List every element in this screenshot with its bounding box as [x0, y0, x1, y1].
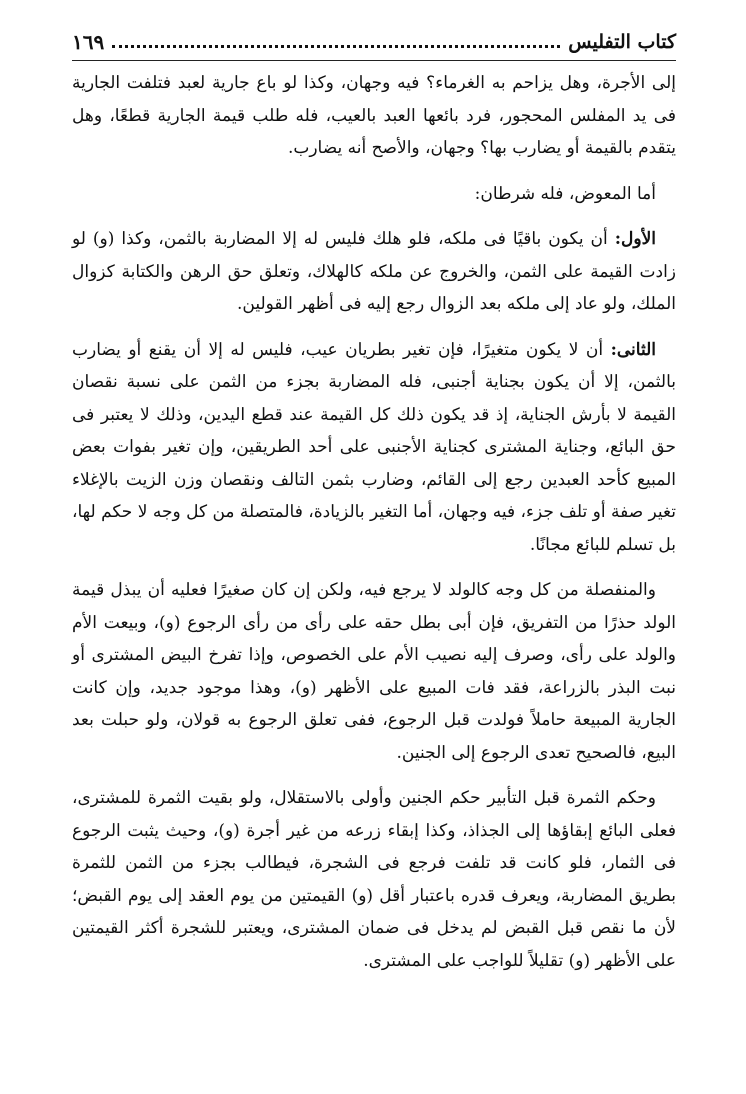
book-page: [72, 26, 676, 990]
paragraph: [72, 223, 676, 321]
paragraph-text: والمنفصلة من كل وجه كالولد لا يرجع فيه، ولكن إن كان صغيرًا فعليه أن يبذل قيمة الولد حذرًا من التفريق، فإن أبى بطل حقه على رأى من رأى الرجوع (و)، وبيعت الأم والولد على رأى، وصرف إليه نصيب الأم على الخصوص، وإذا تفرخ البيض المشترى أو نبت البذر بالزراعة، فقد فات المبيع على الأظهر (و)، وهذا موجود جديد، وإن كانت الجارية المبيعة حاملاً فولدت قبل الرجوع، ففى تعلق الرجوع به قولان، ولو حبلت بعد البيع، فالصحيح تعدى الرجوع إلى الجنين.: [72, 580, 676, 763]
paragraph: [72, 178, 676, 211]
paragraph: [72, 334, 676, 562]
paragraph-heading: الأول:: [614, 229, 656, 249]
dotted-leader: [112, 45, 560, 48]
paragraph: [72, 67, 676, 165]
paragraph-text: أما المعوض، فله شرطان:: [474, 183, 656, 204]
paragraph-text: أن لا يكون متغيرًا، فإن تغير بطريان عيب، فليس له إلا أن يقنع أو يضارب بالثمن، إلا أن يكون بجناية أجنبى، فله المضاربة بجزء من الثمن على نسبة نقصان القيمة لا بأرش الجناية، إذ قد يكون ذلك كل القيمة عند قطع اليدين، وذلك لا يعتبر فى حق البائع، وجناية المشترى كجناية الأجنبى على أحد الطريقين، وإن تغير بفوات بعض المبيع كأحد العبدين رجع إلى القائم، وضارب بثمن التالف ونقصان وزن الزيت بالإغلاء تغير صفة أو تلف جزء، فيه وجهان، أما التغير بالزيادة، فالمتصلة من كل وجه لا حكم لها، بل تسلم للبائع مجانًا.: [72, 339, 676, 555]
paragraph-text: وحكم الثمرة قبل التأبير حكم الجنين وأولى بالاستقلال، ولو بقيت الثمرة للمشترى، فعلى البائع إبقاؤها إلى الجذاذ، وكذا إبقاء زرعه من غير أجرة (و)، وحيث يثبت الرجوع فى الثمار، فلو كانت قد تلفت فرجع فى الشجرة، فيطالب بجزء من الثمن للثمرة بطريق المضاربة، ويعرف قدره باعتبار أقل (و) القيمتين من يوم العقد إلى يوم القبض؛ لأن ما نقص قبل القبض لم يدخل فى ضمان المشترى، ويعتبر للشجرة أكثر القيمتين على الأظهر (و) تقليلاً للواجب على المشترى.: [72, 788, 676, 971]
paragraph: [72, 782, 676, 977]
paragraph: [72, 574, 676, 769]
page-number: ١٦٩: [72, 30, 105, 54]
paragraph-heading: الثانى:: [610, 339, 656, 360]
running-title: كتاب التفليس: [568, 31, 676, 53]
paragraph-text: أن يكون باقيًا فى ملكه، فلو هلك فليس له إلا المضاربة بالثمن، وكذا (و) لو زادت القيمة على الثمن، والخروج عن ملكه كالهلاك، وتعلق حق الرهن والكتابة كزوال الملك، ولو عاد إلى ملكه بعد الزوال رجع إليه فى أظهر القولين.: [72, 229, 676, 314]
paragraph-text: إلى الأجرة، وهل يزاحم به الغرماء؟ فيه وجهان، وكذا لو باع جارية لعبد فتلفت الجارية فى يد المفلس المحجور، فرد بائعها العبد بالعيب، فله طلب قيمة الجارية قطعًا، وهل يتقدم بالقيمة أو يضارب بها؟ وجهان، والأصح أنه يضارب.: [72, 73, 676, 158]
page-header: [72, 26, 676, 61]
